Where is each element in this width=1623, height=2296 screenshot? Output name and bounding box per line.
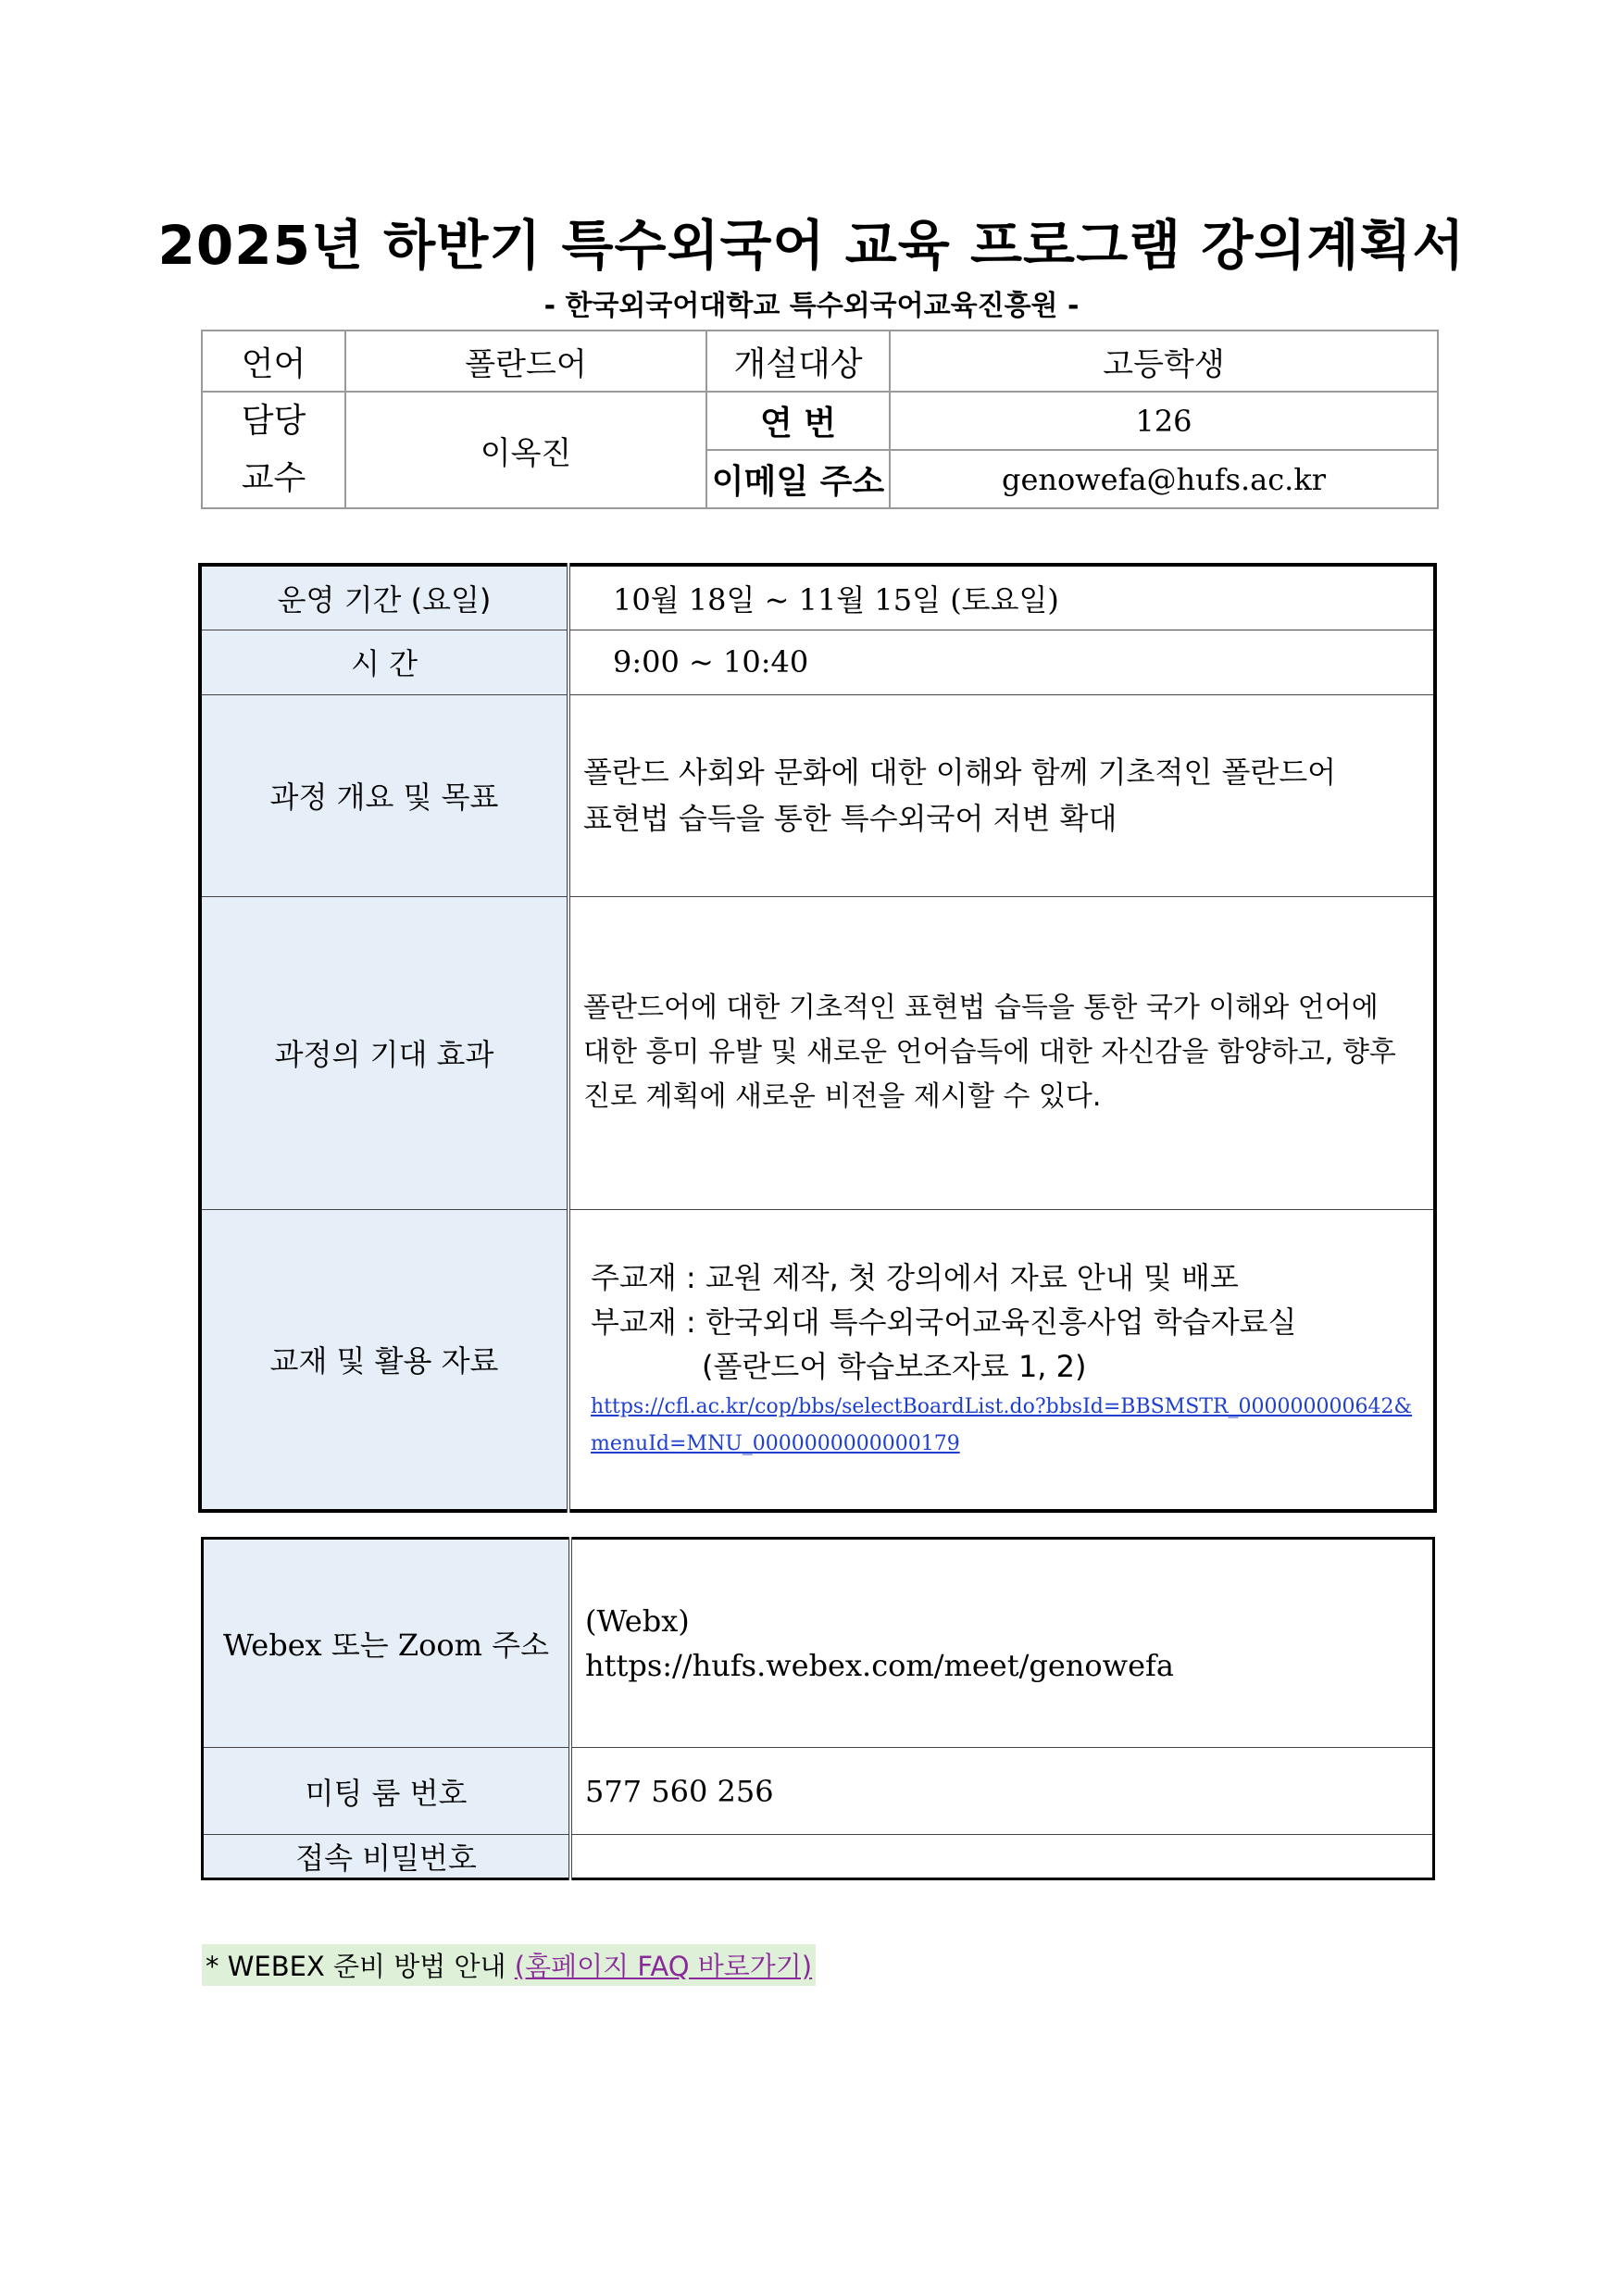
address-label-text: Webex 또는 Zoom 주소: [223, 1628, 549, 1663]
effect-line: 진로 계획에 새로운 비전을 제시할 수 있다.: [583, 1080, 1102, 1113]
webex-note-text: * WEBEX 준비 방법 안내: [206, 1951, 506, 1982]
materials-value: [568, 1209, 1435, 1511]
time-label: 시 간: [200, 630, 568, 694]
materials-main: 주교재 : 교원 제작, 첫 강의에서 자료 안내 및 배포: [591, 1260, 1239, 1296]
materials-link[interactable]: https://cfl.ac.kr/cop/bbs/selectBoardList.do?bbsId=BBSMSTR_000000000642&menuId=MNU_0000000000000179: [591, 1395, 1413, 1456]
room-value: 577 560 256: [570, 1748, 1434, 1835]
target-label: 개설대상: [706, 331, 890, 392]
target-value: 고등학생: [890, 331, 1438, 392]
language-value: 폴란드어: [345, 331, 706, 392]
overview-line: 폴란드 사회와 문화에 대한 이해와 함께 기초적인 폴란드어: [583, 755, 1337, 790]
materials-sub2: (폴란드어 학습보조자료 1, 2): [702, 1349, 1087, 1385]
password-label: 접속 비밀번호: [203, 1835, 571, 1879]
email-value: genowefa@hufs.ac.kr: [890, 450, 1438, 508]
effect-line: 대한 흥미 유발 및 새로운 언어습득에 대한 자신감을 함양하고, 향후: [583, 1036, 1396, 1068]
address-label: [203, 1539, 571, 1748]
effect-line: 폴란드어에 대한 기초적인 표현법 습득을 통한 국가 이해와 언어에: [583, 992, 1379, 1024]
number-value: 126: [890, 392, 1438, 450]
overview-line: 표현법 습득을 통한 특수외국어 저변 확대: [583, 801, 1117, 836]
info-table: [201, 330, 1439, 509]
address-line1: (Webx): [585, 1603, 690, 1639]
room-label: 미팅 룸 번호: [203, 1748, 571, 1835]
overview-label: 과정 개요 및 목표: [200, 694, 568, 896]
page-subtitle: - 한국외국어대학교 특수외국어교육진흥원 -: [543, 290, 1080, 322]
effect-label: 과정의 기대 효과: [200, 896, 568, 1209]
professor-label: [202, 392, 345, 508]
password-value: [570, 1835, 1434, 1879]
page-title: 2025년 하반기 특수외국어 교육 프로그램 강의계획서: [157, 214, 1466, 277]
meeting-link[interactable]: https://hufs.webex.com/meet/genowefa: [585, 1648, 1174, 1683]
materials-sub: 부교재 : 한국외대 특수외국어교육진흥사업 학습자료실: [591, 1304, 1297, 1341]
faq-link[interactable]: (홈페이지 FAQ 바로가기): [514, 1951, 813, 1982]
online-table: [201, 1537, 1435, 1880]
address-value: [570, 1539, 1434, 1748]
period-value: 10월 18일 ~ 11월 15일 (토요일): [568, 565, 1435, 630]
materials-label: 교재 및 활용 자료: [200, 1209, 568, 1511]
professor-label-line2: 교수: [241, 459, 306, 497]
number-label: 연 번: [706, 392, 890, 450]
email-label: 이메일 주소: [706, 450, 890, 508]
professor-value: 이옥진: [345, 392, 706, 508]
effect-value: [568, 896, 1435, 1209]
time-value: 9:00 ~ 10:40: [568, 630, 1435, 694]
period-label: 운영 기간 (요일): [200, 565, 568, 630]
webex-note: [202, 1944, 816, 1986]
overview-value: [568, 694, 1435, 896]
course-table: [198, 563, 1437, 1513]
language-label: 언어: [202, 331, 345, 392]
professor-label-line1: 담당: [241, 402, 306, 440]
